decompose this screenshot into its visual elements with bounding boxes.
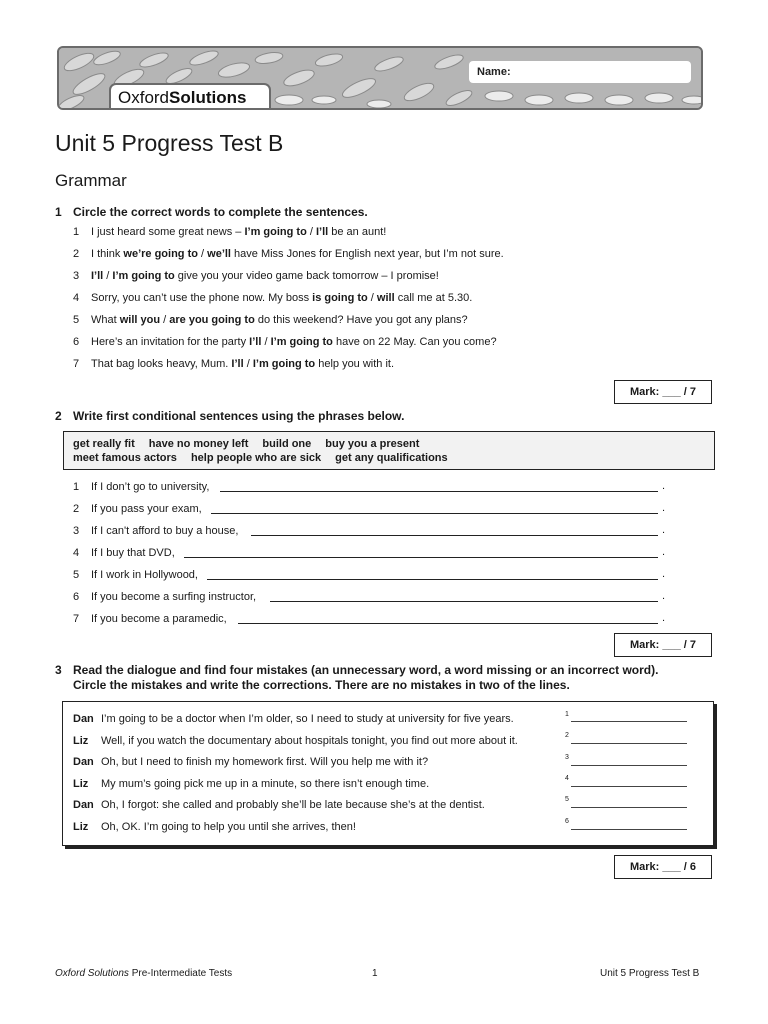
- speaker: Liz: [73, 735, 89, 747]
- section-heading: Grammar: [55, 171, 127, 190]
- dialogue-text: My mum’s going pick me up in a minute, so there isn’t enough time.: [101, 778, 430, 790]
- name-label: Name:: [477, 66, 511, 78]
- question-number: 3: [55, 663, 62, 677]
- correction-line[interactable]: [571, 829, 687, 830]
- phrase-box: [63, 431, 715, 470]
- list-item: 2 I think we’re going to / we’ll have Miss Jones for English next year, but I’m not sure.: [73, 248, 504, 260]
- phrase-row: [73, 451, 705, 465]
- list-item: 5 What will you / are you going to do this weekend? Have you got any plans?: [73, 314, 468, 326]
- dialogue-line: [73, 820, 356, 834]
- speaker: Liz: [73, 778, 89, 790]
- dialogue-text: I’m going to be a doctor when I’m older, so I need to study at university for five years.: [101, 713, 514, 725]
- phrase: get really fit: [73, 438, 135, 450]
- answer-line[interactable]: [270, 601, 658, 602]
- footer-right: Unit 5 Progress Test B: [600, 968, 700, 979]
- page-number: 1: [372, 968, 378, 979]
- speaker: Dan: [73, 713, 94, 725]
- answer-line[interactable]: [211, 513, 658, 514]
- answer-line[interactable]: [251, 535, 658, 536]
- list-item: 1 I just heard some great news – I’m going to / I’ll be an aunt!: [73, 226, 387, 238]
- footer-left: Oxford Solutions Pre-Intermediate Tests: [55, 968, 233, 979]
- question-3-heading-line-2: [73, 678, 570, 693]
- question-instruction: Circle the correct words to complete the sentences.: [73, 205, 368, 219]
- page-title: Unit 5 Progress Test B: [55, 130, 284, 156]
- question-number: 2: [55, 409, 62, 423]
- question-instruction-line-2: Circle the mistakes and write the corrections. There are no mistakes in two of the lines.: [73, 678, 570, 692]
- dialogue-line: [73, 755, 428, 769]
- question-instruction: Write first conditional sentences using the phrases below.: [73, 409, 405, 423]
- dialogue-line: [73, 798, 485, 812]
- correction-number: 5: [565, 796, 569, 803]
- dialogue-text: Oh, OK. I’m going to help you until she arrives, then!: [101, 821, 356, 833]
- phrase: build one: [262, 438, 312, 450]
- correction-number: 6: [565, 818, 569, 825]
- dialogue-text: Oh, but I need to finish my homework first. Will you help me with it?: [101, 756, 429, 768]
- question-number: 1: [55, 205, 62, 219]
- correction-number: 4: [565, 775, 569, 782]
- list-item: 7 If you become a paramedic,: [73, 613, 227, 625]
- correction-number: 3: [565, 754, 569, 761]
- phrase: get any qualifications: [335, 452, 448, 464]
- list-item: 1 If I don’t go to university,: [73, 481, 210, 493]
- correction-number: 1: [565, 711, 569, 718]
- mark-box: Mark: ___ / 7: [614, 380, 712, 404]
- end-punctuation: .: [662, 590, 666, 602]
- dialogue-line: [73, 777, 429, 791]
- dialogue-line: [73, 734, 518, 748]
- end-punctuation: .: [662, 502, 666, 514]
- correction-number: 2: [565, 732, 569, 739]
- list-item: 6 If you become a surfing instructor,: [73, 591, 257, 603]
- question-3-heading: [55, 663, 658, 678]
- logo-text-light: Oxford: [118, 88, 170, 107]
- logo-text-bold: Solutions: [169, 88, 247, 107]
- dialogue-line: [73, 712, 514, 726]
- answer-line[interactable]: [238, 623, 658, 624]
- question-1-heading: [55, 205, 368, 220]
- list-item: 4 Sorry, you can’t use the phone now. My boss is going to / will call me at 5.30.: [73, 292, 473, 304]
- speaker: Dan: [73, 756, 94, 768]
- mark-box: Mark: ___ / 7: [614, 633, 712, 657]
- list-item: 5 If I work in Hollywood,: [73, 569, 198, 581]
- correction-line[interactable]: [571, 807, 687, 808]
- phrase: buy you a present: [325, 438, 420, 450]
- answer-line[interactable]: [220, 491, 658, 492]
- end-punctuation: .: [662, 568, 666, 580]
- list-item: 6 Here’s an invitation for the party I’ll / I’m going to have on 22 May. Can you come?: [73, 336, 497, 348]
- correction-line[interactable]: [571, 765, 687, 766]
- correction-line[interactable]: [571, 721, 687, 722]
- question-instruction-line-1: Read the dialogue and find four mistakes (an unnecessary word, a word missing or an incorrect word).: [73, 663, 659, 677]
- phrase-row: [73, 437, 705, 451]
- correction-line[interactable]: [571, 743, 687, 744]
- end-punctuation: .: [662, 480, 666, 492]
- phrase: have no money left: [148, 438, 249, 450]
- list-item: 7 That bag looks heavy, Mum. I’ll / I’m going to help you with it.: [73, 358, 395, 370]
- list-item: 3 If I can't afford to buy a house,: [73, 525, 239, 537]
- header-banner: [57, 46, 703, 110]
- answer-line[interactable]: [184, 557, 658, 558]
- speaker: Liz: [73, 821, 89, 833]
- oxford-solutions-logo: [109, 83, 271, 110]
- phrase: help people who are sick: [190, 452, 322, 464]
- phrase: meet famous actors: [73, 452, 177, 464]
- answer-line[interactable]: [207, 579, 658, 580]
- end-punctuation: .: [662, 546, 666, 558]
- dialogue-text: Well, if you watch the documentary about hospitals tonight, you find out more about it.: [101, 735, 518, 747]
- speaker: Dan: [73, 799, 94, 811]
- dialogue-text: Oh, I forgot: she called and probably she’ll be late because she’s at the dentist.: [101, 799, 485, 811]
- end-punctuation: .: [662, 612, 666, 624]
- correction-line[interactable]: [571, 786, 687, 787]
- end-punctuation: .: [662, 524, 666, 536]
- list-item: 4 If I buy that DVD,: [73, 547, 175, 559]
- mark-box: Mark: ___ / 6: [614, 855, 712, 879]
- list-item: 2 If you pass your exam,: [73, 503, 202, 515]
- question-2-heading: [55, 409, 404, 424]
- name-field[interactable]: [469, 61, 691, 83]
- list-item: 3 I’ll / I’m going to give you your video game back tomorrow – I promise!: [73, 270, 439, 282]
